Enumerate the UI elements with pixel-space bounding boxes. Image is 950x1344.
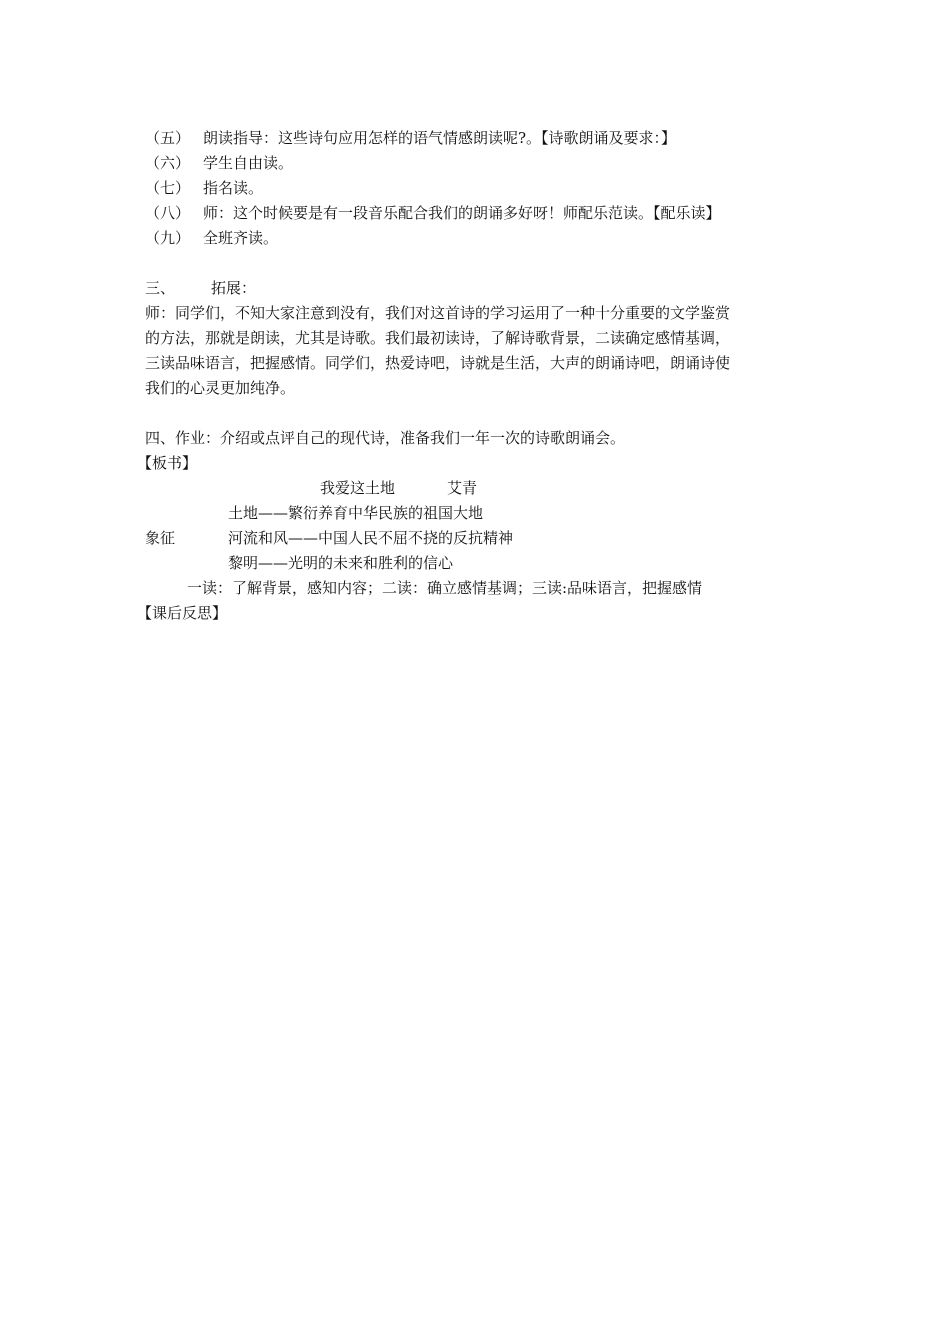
step-text: 学生自由读。 — [203, 154, 294, 172]
symbol-item-3: 黎明——光明的未来和胜利的信心 — [228, 554, 454, 572]
step-7 — [145, 178, 263, 198]
step-text: 朗读指导：这些诗句应用怎样的语气情感朗读呢?。【诗歌朗诵及要求：】 — [203, 129, 677, 147]
section-3-line-1: 师：同学们，不知大家注意到没有，我们对这首诗的学习运用了一种十分重要的文学鉴赏 — [145, 304, 731, 322]
section-3-heading — [145, 278, 256, 298]
reading-steps: 一读：了解背景，感知内容；二读：确立感情基调；三读:品味语言，把握感情 — [187, 579, 703, 597]
poem-author: 艾青 — [447, 479, 478, 497]
step-5 — [145, 128, 676, 148]
homework-line: 四、作业：介绍或点评自己的现代诗，准备我们一年一次的诗歌朗诵会。 — [145, 429, 626, 447]
poem-title: 我爱这土地 — [320, 479, 396, 497]
section-number: 三、 — [145, 279, 176, 297]
step-text: 全班齐读。 — [203, 229, 279, 247]
step-8 — [145, 203, 721, 223]
symbol-item-1: 土地——繁衍养育中华民族的祖国大地 — [228, 504, 484, 522]
section-3-line-2: 的方法，那就是朗读，尤其是诗歌。我们最初读诗，了解诗歌背景，二读确定感情基调， — [145, 329, 731, 347]
step-9 — [145, 228, 278, 248]
step-number: （七） — [145, 179, 191, 197]
step-number: （五） — [145, 129, 191, 147]
board-heading: 【板书】 — [137, 454, 198, 472]
section-3-line-3: 三读品味语言，把握感情。同学们，热爱诗吧，诗就是生活，大声的朗诵诗吧，朗诵诗使 — [145, 354, 731, 372]
section-3-line-4: 我们的心灵更加纯净。 — [145, 379, 296, 397]
step-text: 指名读。 — [203, 179, 264, 197]
symbol-item-2: 河流和风——中国人民不屈不挠的反抗精神 — [228, 529, 514, 547]
symbol-label: 象征 — [145, 529, 176, 547]
reflection-heading: 【课后反思】 — [137, 604, 228, 622]
step-number: （九） — [145, 229, 191, 247]
step-text: 师：这个时候要是有一段音乐配合我们的朗诵多好呀！师配乐范读。【配乐读】 — [203, 204, 721, 222]
step-number: （八） — [145, 204, 191, 222]
step-number: （六） — [145, 154, 191, 172]
step-6 — [145, 153, 293, 173]
section-title: 拓展： — [211, 279, 257, 297]
